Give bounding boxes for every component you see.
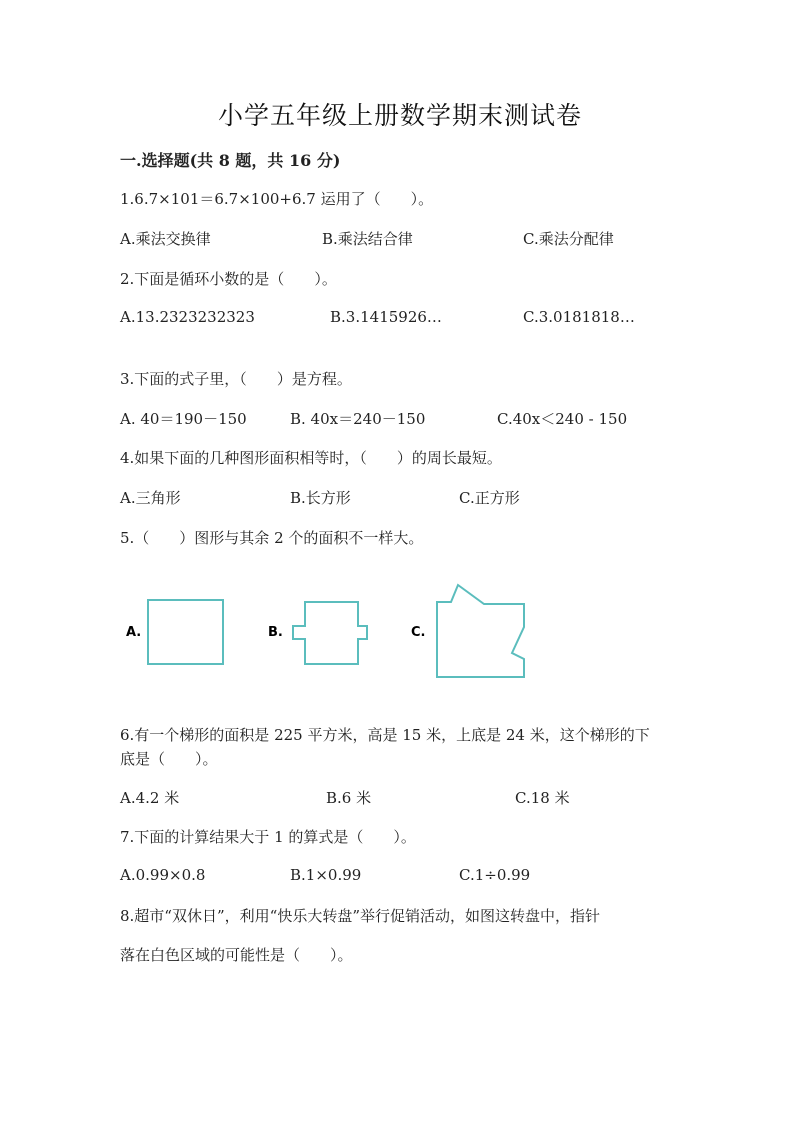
q4-option-b: B.长方形 xyxy=(290,489,351,507)
question-6-line-2: 底是（ ）。 xyxy=(120,750,218,768)
question-4: 4.如果下面的几种图形面积相等时，（ ）的周长最短。 xyxy=(120,449,502,467)
q2-option-c: C.3.0181818… xyxy=(523,308,635,326)
q6-option-b: B.6 米 xyxy=(326,789,372,807)
question-3: 3.下面的式子里，（ ）是方程。 xyxy=(120,370,352,388)
section-heading: 一.选择题(共 8 题，共 16 分) xyxy=(120,151,341,170)
question-2: 2.下面是循环小数的是（ ）。 xyxy=(120,270,337,288)
q1-option-b: B.乘法结合律 xyxy=(322,230,413,248)
area-comparison-figure xyxy=(110,575,540,685)
figure-label-a: A. xyxy=(126,625,142,640)
question-6-line-1: 6.有一个梯形的面积是 225 平方米，高是 15 米，上底是 24 米，这个梯形的下 xyxy=(120,726,650,744)
question-1: 1.6.7×101＝6.7×100+6.7 运用了（ ）。 xyxy=(120,190,434,208)
q4-option-c: C.正方形 xyxy=(459,489,520,507)
figure-label-c: C. xyxy=(411,625,426,640)
q6-option-a: A.4.2 米 xyxy=(120,789,180,807)
q7-option-b: B.1×0.99 xyxy=(290,866,362,884)
q3-option-a: A. 40＝190－150 xyxy=(120,410,247,428)
q3-option-c: C.40x＜240 - 150 xyxy=(497,410,628,428)
q7-option-a: A.0.99×0.8 xyxy=(120,866,206,884)
q4-option-a: A.三角形 xyxy=(120,489,181,507)
q7-option-c: C.1÷0.99 xyxy=(459,866,531,884)
figure-c-irregular-shape xyxy=(437,585,524,677)
figure-a-rectangle xyxy=(148,600,223,664)
q6-option-c: C.18 米 xyxy=(515,789,570,807)
page-title: 小学五年级上册数学期末测试卷 xyxy=(217,101,582,130)
question-8-line-1: 8.超市“双休日”，利用“快乐大转盘”举行促销活动，如图这转盘中，指针 xyxy=(120,907,600,925)
figure-b-notched-shape xyxy=(293,602,367,664)
question-7: 7.下面的计算结果大于 1 的算式是（ ）。 xyxy=(120,828,416,846)
q1-option-a: A.乘法交换律 xyxy=(120,230,211,248)
q2-option-a: A.13.2323232323 xyxy=(120,308,255,326)
q1-option-c: C.乘法分配律 xyxy=(523,230,614,248)
question-8-line-2: 落在白色区域的可能性是（ ）。 xyxy=(120,946,353,964)
q2-option-b: B.3.1415926… xyxy=(330,308,442,326)
figure-label-b: B. xyxy=(268,625,283,640)
question-5: 5.（ ）图形与其余 2 个的面积不一样大。 xyxy=(120,529,424,547)
q3-option-b: B. 40x＝240－150 xyxy=(290,410,426,428)
